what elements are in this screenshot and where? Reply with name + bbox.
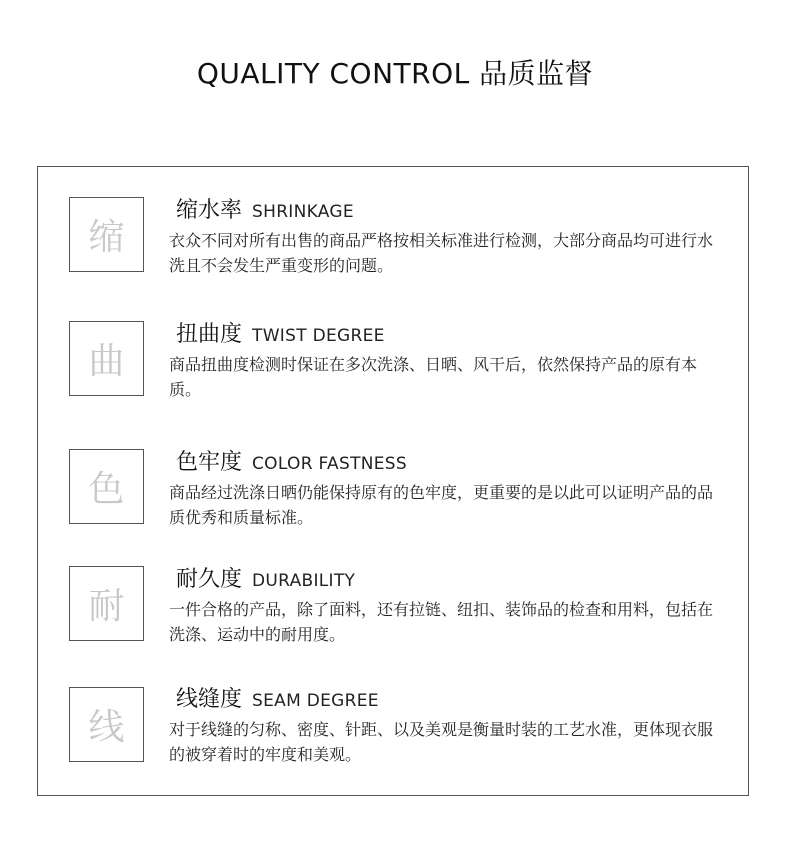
- color-char-icon: 色: [69, 449, 144, 524]
- quality-item-twist: [38, 320, 750, 420]
- quality-item-shrinkage: [38, 195, 750, 295]
- item-title: [176, 562, 355, 593]
- item-title-cn: 色牢度: [176, 450, 243, 475]
- item-title-cn: 耐久度: [176, 567, 243, 592]
- item-title-en: DURABILITY: [252, 571, 356, 591]
- item-description: 商品扭曲度检测时保证在多次洗涤、日晒、风干后，依然保持产品的原有本质。: [169, 355, 698, 399]
- item-description: 商品经过洗涤日晒仍能保持原有的色牢度，更重要的是以此可以证明产品的品质优秀和质量标准。: [169, 483, 714, 527]
- item-description: 衣众不同对所有出售的商品严格按相关标准进行检测，大部分商品均可进行水洗且不会发生严重变形的问题。: [169, 231, 714, 275]
- item-title-en: SEAM DEGREE: [252, 691, 379, 711]
- durability-char-icon: 耐: [69, 566, 144, 641]
- item-title-cn: 缩水率: [176, 198, 243, 223]
- twist-char-icon: 曲: [69, 321, 144, 396]
- item-title-en: TWIST DEGREE: [252, 326, 385, 346]
- item-title: [176, 317, 385, 348]
- item-title-en: SHRINKAGE: [252, 202, 354, 222]
- shrink-char-icon: 缩: [69, 197, 144, 272]
- item-description: 一件合格的产品，除了面料，还有拉链、纽扣、装饰品的检查和用料，包括在洗涤、运动中的耐用度。: [169, 600, 714, 644]
- quality-item-durability: [38, 565, 750, 665]
- item-title-cn: 扭曲度: [176, 322, 243, 347]
- item-title: [176, 193, 354, 224]
- item-title: [176, 445, 407, 476]
- quality-item-color-fastness: [38, 448, 750, 548]
- quality-panel: [37, 166, 749, 796]
- item-title-cn: 线缝度: [176, 687, 243, 712]
- quality-item-seam: [38, 685, 750, 785]
- item-description: 对于线缝的匀称、密度、针距、以及美观是衡量时装的工艺水准，更体现衣服的被穿着时的牢度和美观。: [169, 720, 714, 764]
- page-title: QUALITY CONTROL 品质监督: [196, 57, 594, 90]
- seam-char-icon: 线: [69, 687, 144, 762]
- item-title-en: COLOR FASTNESS: [252, 454, 407, 474]
- item-title: [176, 682, 379, 713]
